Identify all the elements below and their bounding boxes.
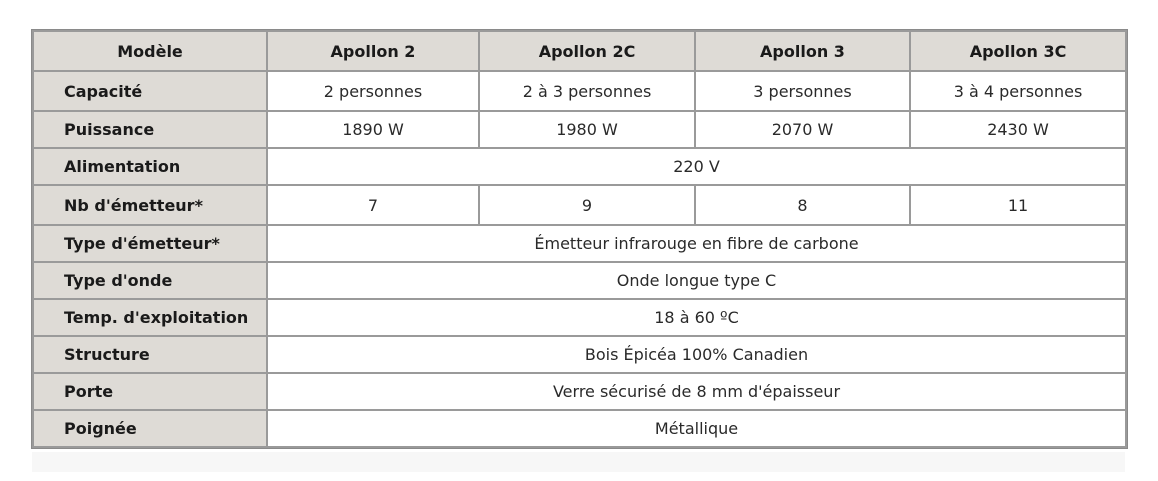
cell-puissance-apollon-2c: 1980 W <box>479 111 695 148</box>
cell-type-onde-all: Onde longue type C <box>267 262 1126 299</box>
row-puissance <box>33 111 1126 148</box>
row-nb-emetteur <box>33 185 1126 225</box>
header-row <box>33 31 1126 71</box>
row-label-nb-emetteur: Nb d'émetteur* <box>33 185 267 225</box>
cell-nb-emetteur-apollon-2c: 9 <box>479 185 695 225</box>
cell-poignee-all: Métallique <box>267 410 1126 447</box>
cell-puissance-apollon-3c: 2430 W <box>910 111 1126 148</box>
row-alimentation <box>33 148 1126 185</box>
cell-nb-emetteur-apollon-3c: 11 <box>910 185 1126 225</box>
table-bottom-shadow <box>32 452 1125 472</box>
header-model-apollon-3c: Apollon 3C <box>910 31 1126 71</box>
cell-puissance-apollon-3: 2070 W <box>695 111 910 148</box>
row-label-temp-exploitation: Temp. d'exploitation <box>33 299 267 336</box>
row-poignee <box>33 410 1126 447</box>
cell-type-emetteur-all: Émetteur infrarouge en fibre de carbone <box>267 225 1126 262</box>
row-label-type-emetteur: Type d'émetteur* <box>33 225 267 262</box>
cell-nb-emetteur-apollon-2: 7 <box>267 185 479 225</box>
row-label-poignee: Poignée <box>33 410 267 447</box>
cell-capacite-apollon-3: 3 personnes <box>695 71 910 111</box>
spec-comparison-table <box>32 30 1127 448</box>
cell-nb-emetteur-apollon-3: 8 <box>695 185 910 225</box>
cell-capacite-apollon-2c: 2 à 3 personnes <box>479 71 695 111</box>
row-porte <box>33 373 1126 410</box>
cell-capacite-apollon-2: 2 personnes <box>267 71 479 111</box>
row-structure <box>33 336 1126 373</box>
header-model-label: Modèle <box>33 31 267 71</box>
header-model-apollon-3: Apollon 3 <box>695 31 910 71</box>
cell-puissance-apollon-2: 1890 W <box>267 111 479 148</box>
row-type-onde <box>33 262 1126 299</box>
row-label-structure: Structure <box>33 336 267 373</box>
row-label-type-onde: Type d'onde <box>33 262 267 299</box>
row-capacite <box>33 71 1126 111</box>
row-label-porte: Porte <box>33 373 267 410</box>
cell-capacite-apollon-3c: 3 à 4 personnes <box>910 71 1126 111</box>
cell-alimentation-all: 220 V <box>267 148 1126 185</box>
row-label-puissance: Puissance <box>33 111 267 148</box>
cell-porte-all: Verre sécurisé de 8 mm d'épaisseur <box>267 373 1126 410</box>
row-label-alimentation: Alimentation <box>33 148 267 185</box>
row-label-capacite: Capacité <box>33 71 267 111</box>
row-type-emetteur <box>33 225 1126 262</box>
row-temp-exploitation <box>33 299 1126 336</box>
cell-structure-all: Bois Épicéa 100% Canadien <box>267 336 1126 373</box>
header-model-apollon-2c: Apollon 2C <box>479 31 695 71</box>
header-model-apollon-2: Apollon 2 <box>267 31 479 71</box>
cell-temp-exploitation-all: 18 à 60 ºC <box>267 299 1126 336</box>
